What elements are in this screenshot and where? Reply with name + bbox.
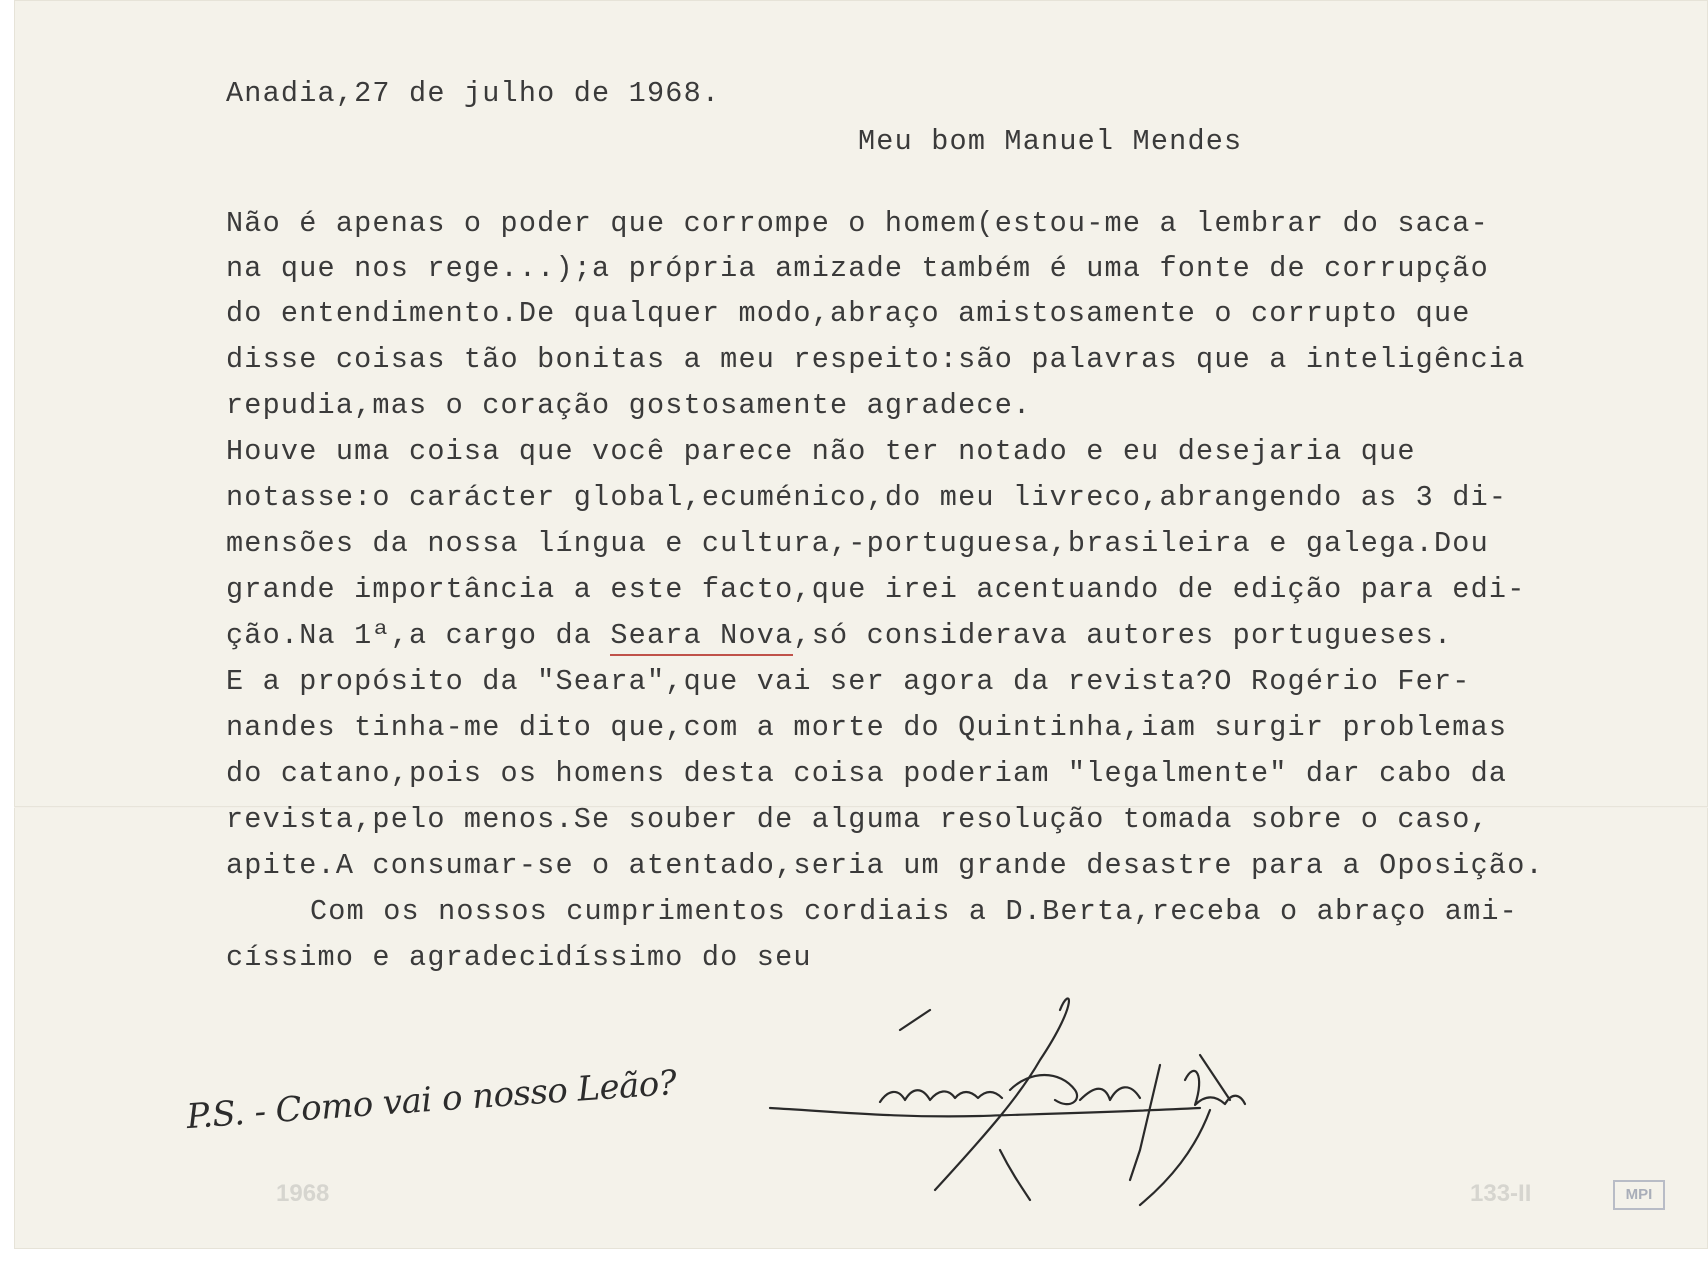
body-line: do catano,pois os homens desta coisa poderiam "legalmente" dar cabo da bbox=[226, 757, 1508, 790]
body-line: do entendimento.De qualquer modo,abraço amistosamente o corrupto que bbox=[226, 297, 1471, 330]
body-segment: ção.Na 1ª,a cargo da bbox=[226, 619, 611, 652]
body-line: Houve uma coisa que você parece não ter notado e eu desejaria que bbox=[226, 435, 1416, 468]
body-line: grande importância a este facto,que irei acentuando de edição para edi- bbox=[226, 573, 1526, 606]
body-line: disse coisas tão bonitas a meu respeito:são palavras que a inteligência bbox=[226, 343, 1526, 376]
dateline: Anadia,27 de julho de 1968. bbox=[226, 77, 721, 110]
body-line: notasse:o carácter global,ecuménico,do meu livreco,abrangendo as 3 di- bbox=[226, 481, 1508, 514]
body-line: císsimo e agradecidíssimo do seu bbox=[226, 941, 812, 974]
seara-nova-title: Seara Nova bbox=[610, 619, 794, 652]
faint-archive-mark: 1968 bbox=[276, 1180, 330, 1207]
body-line: mensões da nossa língua e cultura,-portuguesa,brasileira e galega.Dou bbox=[226, 527, 1489, 560]
body-line: apite.A consumar-se o atentado,seria um grande desastre para a Oposição. bbox=[226, 849, 1544, 882]
archive-stamp: MPI bbox=[1613, 1180, 1665, 1210]
salutation: Meu bom Manuel Mendes bbox=[858, 125, 1243, 158]
body-line: Com os nossos cumprimentos cordiais a D.Berta,receba o abraço ami- bbox=[310, 895, 1518, 928]
body-line: Não é apenas o poder que corrompe o homem(estou-me a lembrar do saca- bbox=[226, 207, 1489, 240]
faint-archive-mark: 133-II bbox=[1470, 1180, 1532, 1207]
handwritten-postscript: P.S. - Como vai o nosso Leão? bbox=[185, 1062, 678, 1138]
body-line: na que nos rege...);a própria amizade também é uma fonte de corrupção bbox=[226, 252, 1489, 285]
body-line: E a propósito da "Seara",que vai ser agora da revista?O Rogério Fer- bbox=[226, 665, 1471, 698]
body-line: nandes tinha-me dito que,com a morte do Quintinha,iam surgir problemas bbox=[226, 711, 1508, 744]
body-segment: ,só considerava autores portugueses. bbox=[793, 619, 1453, 652]
body-line: revista,pelo menos.Se souber de alguma resolução tomada sobre o caso, bbox=[226, 803, 1489, 836]
body-line: repudia,mas o coração gostosamente agradece. bbox=[226, 389, 1032, 422]
